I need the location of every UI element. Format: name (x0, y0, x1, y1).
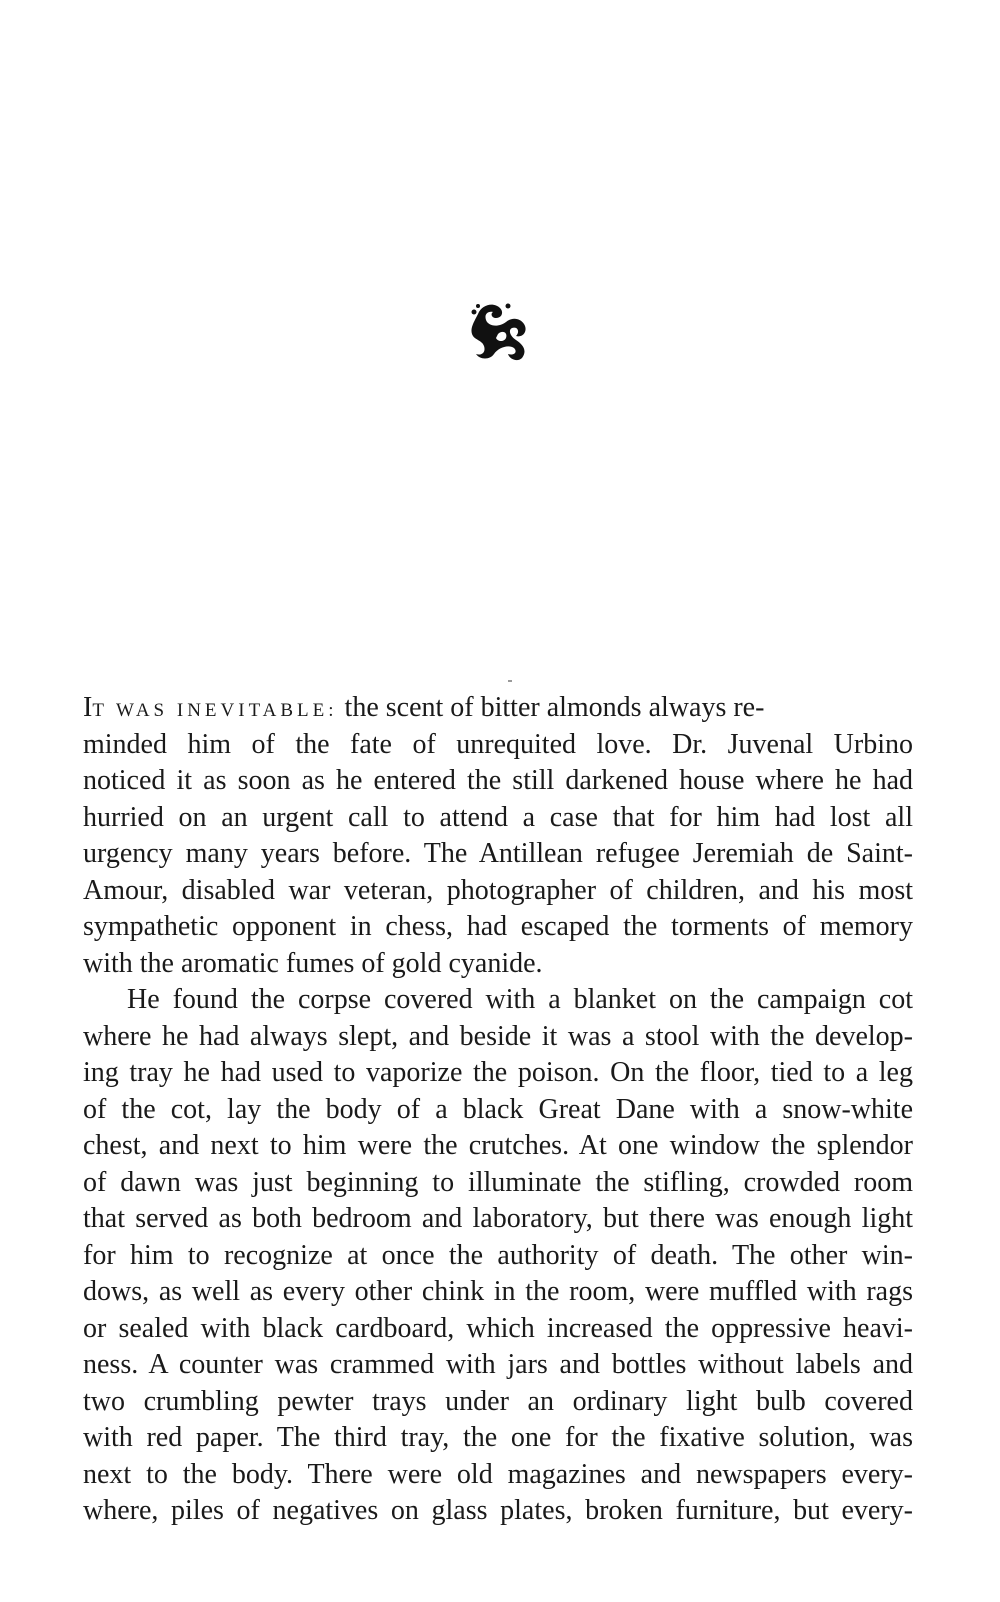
small-caps-opening: T WAS INEVITABLE: (92, 700, 338, 721)
text-line: dows, as well as every other chink in the room, were muffled with rags (83, 1276, 913, 1307)
text-line: ness. A counter was crammed with jars and bottles without labels and (83, 1349, 913, 1380)
text-line: where, piles of negatives on glass plates, broken furniture, but every- (83, 1495, 913, 1526)
paragraph-1 (83, 690, 913, 982)
text-line: noticed it as soon as he entered the still darkened house where he had (83, 765, 913, 796)
text-line (83, 690, 913, 727)
text-line: urgency many years before. The Antillean refugee Jeremiah de Saint- (83, 838, 913, 869)
page-mark (508, 680, 512, 682)
text-line: next to the body. There were old magazines and newspapers every- (83, 1458, 913, 1490)
text-line: two crumbling pewter trays under an ordinary light bulb covered (83, 1385, 913, 1417)
drop-cap: I (83, 692, 93, 723)
text-line: He found the corpse covered with a blanket on the campaign cot (127, 984, 913, 1015)
text-line: of the cot, lay the body of a black Great Dane with a snow-white (83, 1093, 913, 1125)
text-line: chest, and next to him were the crutches. At one window the splendor (83, 1130, 913, 1161)
text-line: with red paper. The third tray, the one for the fixative solution, was (83, 1422, 913, 1453)
text-line: of dawn was just beginning to illuminate the stifling, crowded room (83, 1166, 913, 1198)
text-line: Amour, disabled war veteran, photographer of children, and his most (83, 874, 913, 906)
body-text (83, 690, 913, 1530)
text-line: sympathetic opponent in chess, had escaped the torments of memory (83, 911, 913, 942)
text-line: that served as both bedroom and laboratory, but there was enough light (83, 1203, 913, 1234)
text-line: hurried on an urgent call to attend a case that for him had lost all (83, 801, 913, 833)
fleuron-ornament-icon (468, 300, 532, 362)
text-span: the scent of bitter almonds always re- (337, 692, 765, 723)
text-line: ing tray he had used to vaporize the poison. On the floor, tied to a leg (83, 1057, 913, 1088)
text-line: where he had always slept, and beside it was a stool with the develop- (83, 1020, 913, 1052)
text-line: minded him of the fate of unrequited love. Dr. Juvenal Urbino (83, 728, 913, 760)
paragraph-2 (83, 982, 913, 1530)
text-line: with the aromatic fumes of gold cyanide. (83, 947, 543, 979)
text-line: or sealed with black cardboard, which increased the oppressive heavi- (83, 1312, 913, 1344)
text-line: for him to recognize at once the authority of death. The other win- (83, 1239, 913, 1271)
